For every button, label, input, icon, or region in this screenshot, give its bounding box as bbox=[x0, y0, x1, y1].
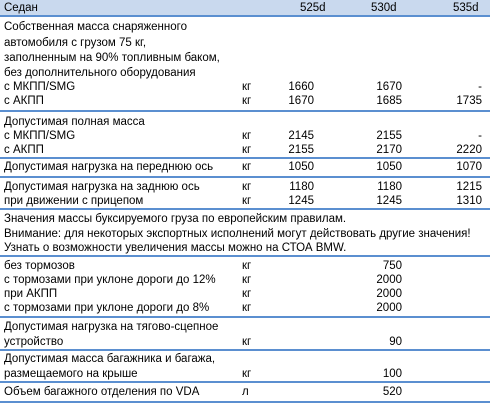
divider bbox=[0, 110, 490, 112]
row-label: при АКПП bbox=[4, 288, 58, 300]
value-525d: 1180 bbox=[289, 181, 314, 193]
header-model-535d: 535d bbox=[453, 2, 479, 14]
row-label: Допустимая нагрузка на заднюю ось bbox=[4, 181, 200, 193]
row-label: без тормозов bbox=[4, 260, 75, 272]
unit: кг bbox=[242, 195, 252, 207]
row-label: с АКПП bbox=[4, 144, 44, 156]
unit: кг bbox=[242, 274, 252, 286]
unit: кг bbox=[242, 144, 252, 156]
unit: кг bbox=[242, 161, 252, 173]
value-525d: 2145 bbox=[288, 130, 314, 142]
divider bbox=[0, 157, 490, 159]
divider bbox=[0, 349, 490, 351]
divider bbox=[0, 381, 490, 383]
value-530d: 1245 bbox=[376, 195, 402, 207]
value-530d: 1670 bbox=[376, 81, 402, 93]
divider bbox=[0, 15, 490, 17]
row-label: автомобиля с грузом 75 кг, bbox=[4, 37, 147, 49]
row-label: с тормозами при уклоне дороги до 12% bbox=[4, 274, 216, 286]
row-label: с АКПП bbox=[4, 95, 44, 107]
value-525d: 2155 bbox=[288, 144, 314, 156]
note-line: Узнать о возможности увеличения массы можно на СТОА BMW. bbox=[4, 242, 347, 254]
unit: кг bbox=[242, 368, 252, 380]
unit: кг bbox=[242, 288, 252, 300]
value-shared: 2000 bbox=[376, 302, 402, 314]
divider bbox=[0, 316, 490, 318]
divider bbox=[0, 176, 490, 178]
value-535d: 1215 bbox=[456, 181, 482, 193]
row-label: устройство bbox=[4, 336, 64, 348]
header-band bbox=[0, 0, 490, 15]
value-530d: 1180 bbox=[377, 181, 402, 193]
value-535d: - bbox=[478, 130, 482, 142]
row-label: Допустимая нагрузка на тягово-сцепное bbox=[4, 321, 219, 333]
value-shared: 90 bbox=[389, 336, 402, 348]
unit: кг bbox=[242, 130, 252, 142]
divider bbox=[0, 208, 490, 210]
header-model-525d: 525d bbox=[300, 2, 326, 14]
value-530d: 2155 bbox=[376, 130, 402, 142]
unit: кг bbox=[242, 302, 252, 314]
value-shared: 520 bbox=[382, 386, 402, 398]
value-525d: 1670 bbox=[288, 95, 314, 107]
value-530d: 2170 bbox=[376, 144, 402, 156]
row-label: Объем багажного отделения по VDA bbox=[4, 386, 200, 398]
unit: кг bbox=[242, 81, 252, 93]
row-label: с МКПП/SMG bbox=[4, 81, 76, 93]
value-535d: 1070 bbox=[456, 161, 482, 173]
note-line: Значения массы буксируемого груза по европейским правилам. bbox=[4, 213, 347, 225]
unit: кг bbox=[242, 336, 252, 348]
row-label: заполненным на 90% топливным баком, bbox=[4, 52, 220, 64]
value-shared: 2000 bbox=[376, 274, 402, 286]
divider bbox=[0, 401, 490, 403]
divider bbox=[0, 255, 490, 257]
row-label: Допустимая масса багажника и багажа, bbox=[4, 353, 216, 365]
value-525d: 1660 bbox=[288, 81, 314, 93]
note-line: Внимание: для некоторых экспортных исполнений могут действовать другие значения! bbox=[4, 228, 471, 240]
header-sedan: Седан bbox=[4, 2, 38, 14]
value-shared: 100 bbox=[382, 368, 402, 380]
value-530d: 1050 bbox=[376, 161, 402, 173]
value-535d: - bbox=[478, 81, 482, 93]
value-525d: 1245 bbox=[288, 195, 314, 207]
value-535d: 1310 bbox=[456, 195, 482, 207]
row-label: с МКПП/SMG bbox=[4, 130, 76, 142]
value-535d: 2220 bbox=[456, 144, 482, 156]
row-label: с тормозами при уклоне дороги до 8% bbox=[4, 302, 210, 314]
row-label: Собственная масса снаряженного bbox=[4, 21, 187, 33]
row-label: при движении с прицепом bbox=[4, 195, 144, 207]
header-model-530d: 530d bbox=[371, 2, 397, 14]
value-535d: 1735 bbox=[456, 95, 482, 107]
unit: л bbox=[242, 386, 249, 398]
unit: кг bbox=[242, 260, 252, 272]
value-525d: 1050 bbox=[288, 161, 314, 173]
value-shared: 2000 bbox=[376, 288, 402, 300]
unit: кг bbox=[242, 95, 252, 107]
row-label: размещаемого на крыше bbox=[4, 368, 138, 380]
value-530d: 1685 bbox=[376, 95, 402, 107]
row-label: Допустимая нагрузка на переднюю ось bbox=[4, 161, 214, 173]
row-label: Допустимая полная масса bbox=[4, 116, 145, 128]
row-label: без дополнительного оборудования bbox=[4, 67, 196, 79]
value-shared: 750 bbox=[382, 260, 402, 272]
unit: кг bbox=[242, 181, 252, 193]
